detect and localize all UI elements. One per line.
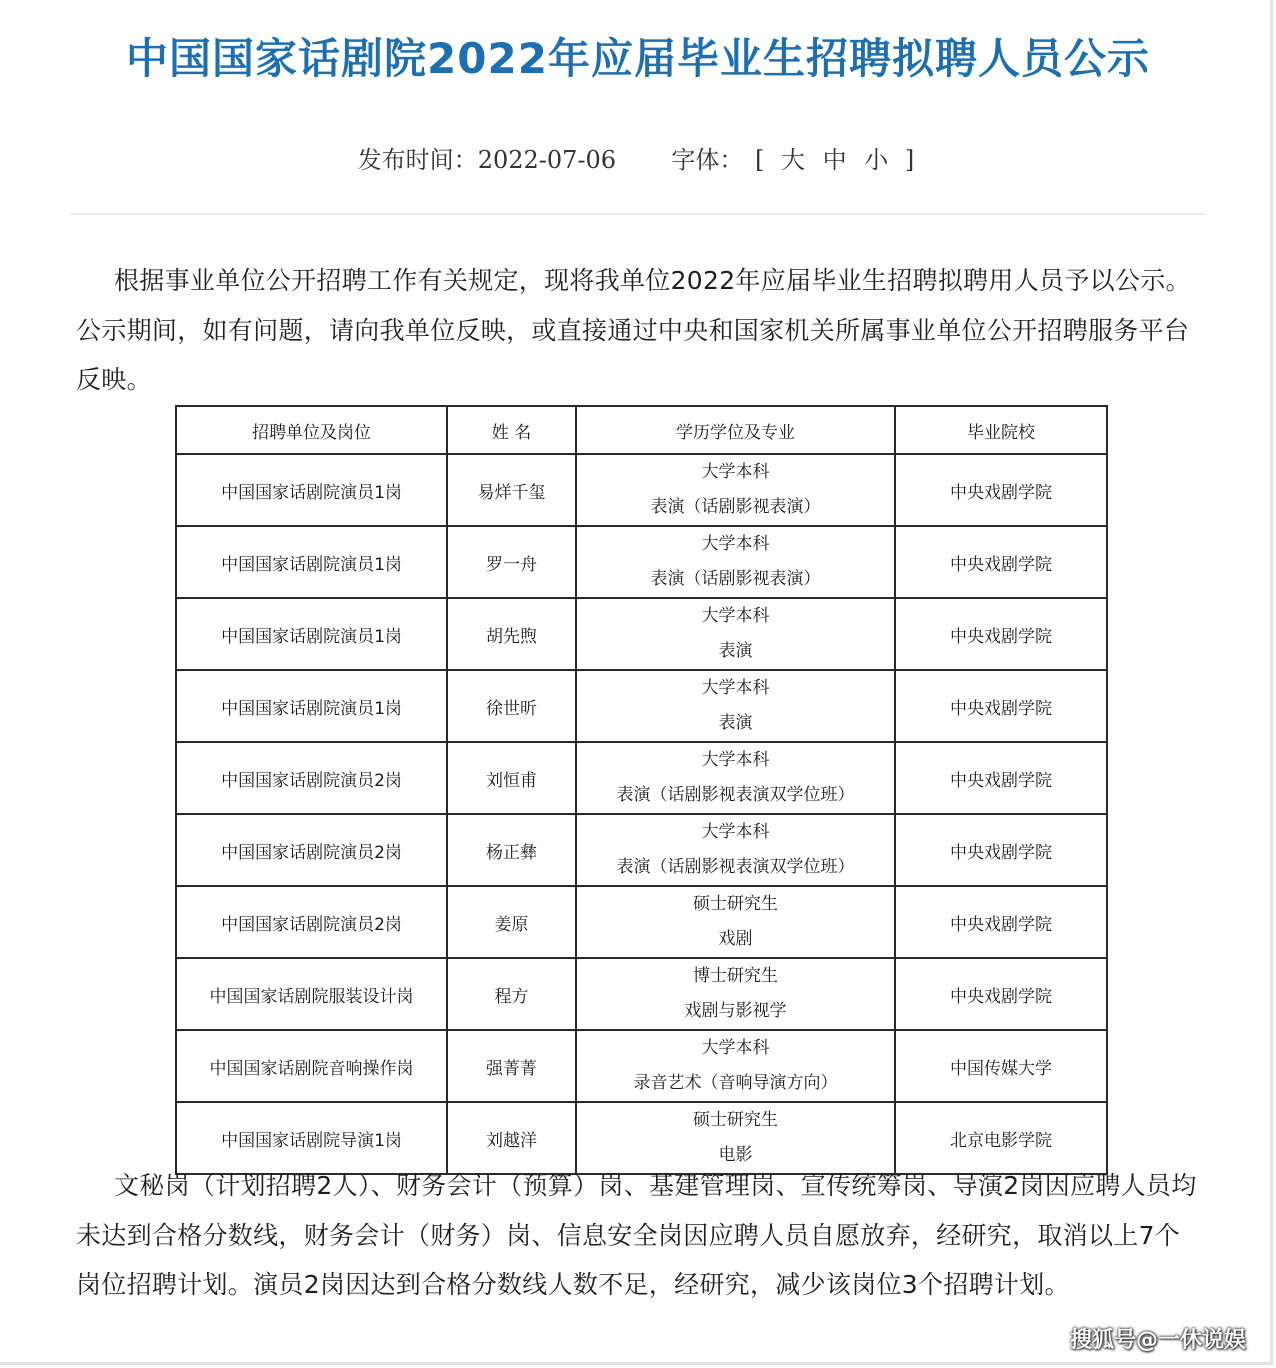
cell-degree: 大学本科 xyxy=(701,534,770,554)
cell-degree: 大学本科 xyxy=(701,678,770,698)
cell-major: 戏剧与影视学 xyxy=(684,1001,787,1021)
cell-major: 表演（话剧影视表演双学位班） xyxy=(616,785,855,805)
article-meta xyxy=(0,140,1276,175)
cell-position: 中国国家话剧院演员1岗 xyxy=(176,598,447,670)
cell-position: 中国国家话剧院服装设计岗 xyxy=(176,958,447,1030)
cell-degree: 大学本科 xyxy=(701,606,770,626)
table-row xyxy=(176,958,1107,1030)
cell-education xyxy=(576,598,895,670)
table-row xyxy=(176,454,1107,526)
cell-name: 徐世昕 xyxy=(447,670,576,742)
cell-degree: 硕士研究生 xyxy=(693,1110,778,1130)
cell-degree: 大学本科 xyxy=(701,822,770,842)
candidate-table xyxy=(175,405,1108,1175)
header-education: 学历学位及专业 xyxy=(576,406,895,454)
cell-major: 表演 xyxy=(718,713,753,733)
cell-education xyxy=(576,814,895,886)
cell-position: 中国国家话剧院导演1岗 xyxy=(176,1102,447,1174)
cell-major: 录音艺术（音响导演方向） xyxy=(633,1073,838,1093)
divider xyxy=(70,213,1206,215)
font-size-small-link[interactable]: 小 xyxy=(864,146,889,174)
cell-education xyxy=(576,886,895,958)
table-row xyxy=(176,526,1107,598)
table-row xyxy=(176,886,1107,958)
cell-position: 中国国家话剧院演员2岗 xyxy=(176,742,447,814)
header-name: 姓 名 xyxy=(447,406,576,454)
cell-degree: 大学本科 xyxy=(701,1038,770,1058)
cell-position: 中国国家话剧院演员1岗 xyxy=(176,454,447,526)
table-row xyxy=(176,1030,1107,1102)
cell-name: 胡先煦 xyxy=(447,598,576,670)
cell-name: 程方 xyxy=(447,958,576,1030)
bracket-close: ] xyxy=(904,146,915,174)
cell-school: 中央戏剧学院 xyxy=(895,958,1107,1030)
cell-education xyxy=(576,454,895,526)
cell-school: 中央戏剧学院 xyxy=(895,526,1107,598)
cell-degree: 大学本科 xyxy=(701,750,770,770)
cell-major: 表演（话剧影视表演） xyxy=(650,569,821,589)
table-header-row xyxy=(176,406,1107,454)
cell-degree: 博士研究生 xyxy=(693,966,778,986)
cell-position: 中国国家话剧院演员1岗 xyxy=(176,670,447,742)
cell-name: 刘恒甫 xyxy=(447,742,576,814)
cell-school: 北京电影学院 xyxy=(895,1102,1107,1174)
cell-position: 中国国家话剧院音响操作岗 xyxy=(176,1030,447,1102)
cell-major: 戏剧 xyxy=(718,929,753,949)
cell-position: 中国国家话剧院演员1岗 xyxy=(176,526,447,598)
cell-name: 姜原 xyxy=(447,886,576,958)
conclusion-text: 文秘岗（计划招聘2人）、财务会计（预算）岗、基建管理岗、宣传统筹岗、导演2岗因应聘人员均未达到合格分数线，财务会计（财务）岗、信息安全岗因应聘人员自愿放弃，经研究，取消以上7个岗位招聘计划。演员2岗因达到合格分数线人数不足，经研究，减少该岗位3个招聘计划。 xyxy=(76,1171,1197,1299)
cell-degree: 硕士研究生 xyxy=(693,894,778,914)
cell-position: 中国国家话剧院演员2岗 xyxy=(176,886,447,958)
intro-paragraph xyxy=(76,256,1202,405)
cell-school: 中央戏剧学院 xyxy=(895,598,1107,670)
cell-major: 表演（话剧影视表演） xyxy=(650,497,821,517)
cell-name: 易烊千玺 xyxy=(447,454,576,526)
font-size-large-link[interactable]: 大 xyxy=(781,146,805,174)
font-size-label: 字体： xyxy=(671,146,744,174)
header-school: 毕业院校 xyxy=(895,406,1107,454)
cell-education xyxy=(576,958,895,1030)
cell-school: 中国传媒大学 xyxy=(895,1030,1107,1102)
publish-label: 发布时间： xyxy=(357,146,478,174)
intro-text: 根据事业单位公开招聘工作有关规定，现将我单位2022年应届毕业生招聘拟聘用人员予以公示。公示期间，如有问题，请向我单位反映，或直接通过中央和国家机关所属事业单位公开招聘服务平台反映。 xyxy=(76,266,1191,394)
table-row xyxy=(176,670,1107,742)
cell-education xyxy=(576,526,895,598)
bracket-open: [ xyxy=(754,146,765,174)
cell-school: 中央戏剧学院 xyxy=(895,742,1107,814)
cell-degree: 大学本科 xyxy=(701,462,770,482)
font-size-medium-link[interactable]: 中 xyxy=(822,146,847,174)
cell-school: 中央戏剧学院 xyxy=(895,454,1107,526)
cell-education xyxy=(576,742,895,814)
conclusion-paragraph xyxy=(76,1161,1202,1310)
cell-name: 杨正彝 xyxy=(447,814,576,886)
page-title: 中国国家话剧院2022年应届毕业生招聘拟聘人员公示 xyxy=(126,34,1150,83)
cell-major: 表演（话剧影视表演双学位班） xyxy=(616,857,855,877)
watermark: 搜狐号@一休说娱 xyxy=(1069,1328,1246,1353)
cell-position: 中国国家话剧院演员2岗 xyxy=(176,814,447,886)
cell-name: 罗一舟 xyxy=(447,526,576,598)
cell-education xyxy=(576,1030,895,1102)
cell-school: 中央戏剧学院 xyxy=(895,886,1107,958)
cell-school: 中央戏剧学院 xyxy=(895,670,1107,742)
cell-major: 表演 xyxy=(718,641,753,661)
table-row xyxy=(176,598,1107,670)
publish-date: 2022-07-06 xyxy=(477,146,617,174)
cell-name: 刘越洋 xyxy=(447,1102,576,1174)
table-row xyxy=(176,814,1107,886)
cell-education xyxy=(576,670,895,742)
cell-school: 中央戏剧学院 xyxy=(895,814,1107,886)
header-position: 招聘单位及岗位 xyxy=(176,406,447,454)
cell-major: 电影 xyxy=(718,1145,753,1165)
table-row xyxy=(176,742,1107,814)
cell-name: 强菁菁 xyxy=(447,1030,576,1102)
